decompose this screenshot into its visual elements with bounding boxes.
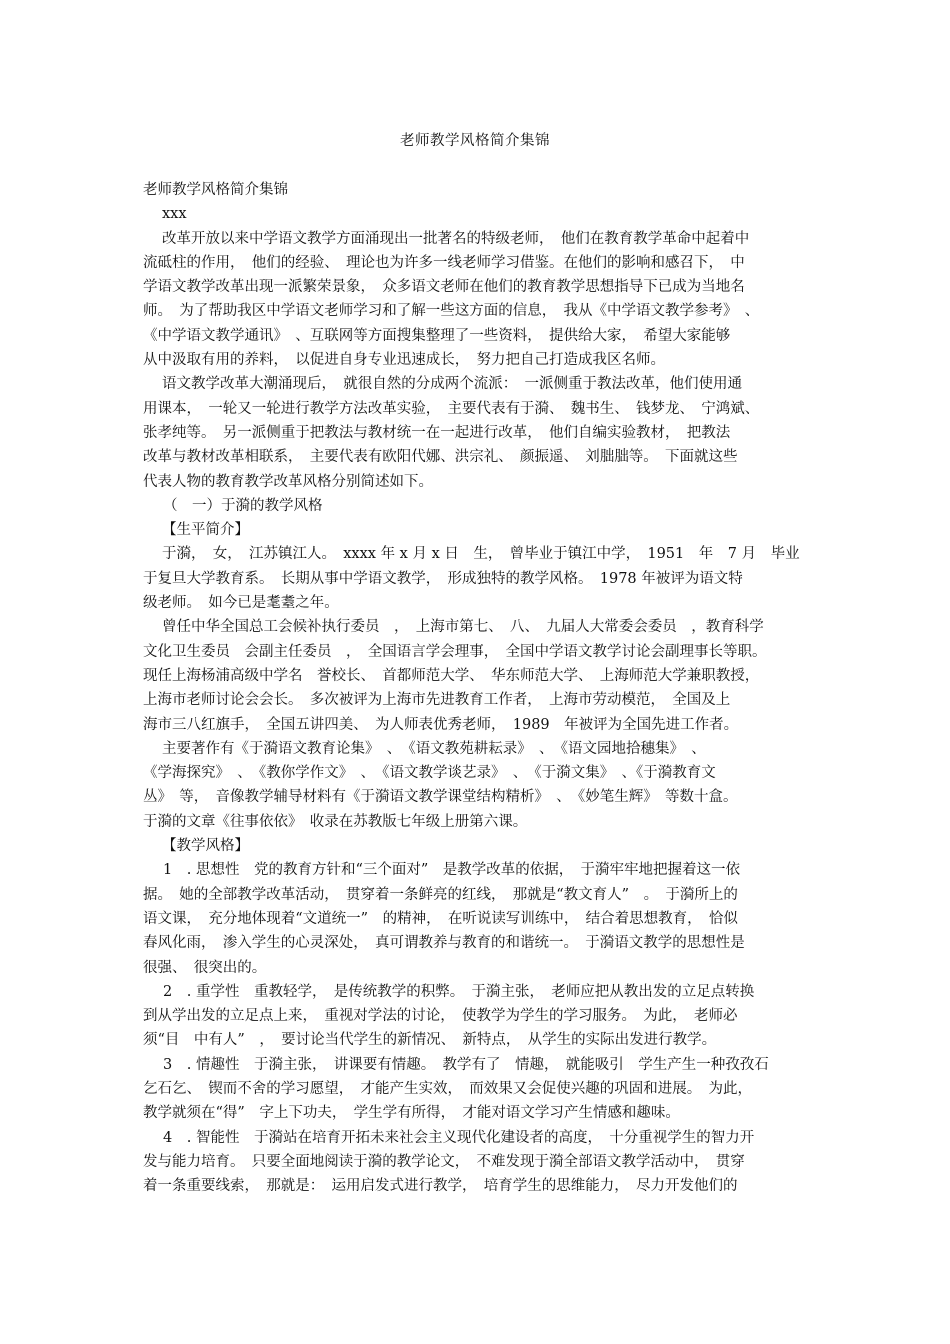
body-line: 现任上海杨浦高级中学名 誉校长、 首都师范大学、 华东师范大学、 上海师范大学兼职教授，	[143, 667, 760, 684]
body-line: 3 . 情趣性 于漪主张， 讲课要有情趣。 教学有了 情趣， 就能吸引 学生产生一种孜孜石	[163, 1056, 769, 1073]
body-line: 语文课， 充分地体现着“文道统一” 的精神， 在听说读写训练中， 结合着思想教育， 恰似	[143, 910, 738, 927]
body-line: 发与能力培育。 只要全面地阅读于漪的教学论文， 不难发现于漪全部语文教学活动中， 贯穿	[143, 1153, 745, 1170]
body-line: 流砥柱的作用， 他们的经验、 理论也为许多一线老师学习借鉴。在他们的影响和感召下， 中	[143, 254, 745, 271]
body-line: 改革与教材改革相联系， 主要代表有欧阳代娜、洪宗礼、 颜振遥、 刘朏朏等。 下面就这些	[143, 449, 738, 466]
body-line: 改革开放以来中学语文教学方面涌现出一批著名的特级老师， 他们在教育教学革命中起着中	[162, 230, 750, 247]
body-line: 从中汲取有用的养料， 以促进自身专业迅速成长， 努力把自己打造成我区名师。	[143, 352, 665, 369]
body-line: 语文教学改革大潮涌现后， 就很自然的分成两个流派： 一派侧重于教法改革，他们使用通	[162, 376, 742, 393]
body-line: 教学就须在“得” 字上下功夫， 学生学有所得， 才能对语文学习产生情感和趣味。	[143, 1105, 680, 1122]
body-line: 2 . 重学性 重教轻学， 是传统教学的积弊。 于漪主张， 老师应把从教出发的立足点转换	[163, 983, 755, 1000]
body-line: 1 . 思想性 党的教育方针和“三个面对” 是教学改革的依据， 于漪牢牢地把握着这一依	[163, 862, 741, 879]
body-line: 须“目 中有人” ， 要讨论当代学生的新情况、 新特点， 从学生的实际出发进行教学。	[143, 1032, 717, 1049]
body-line: 据。 她的全部教学改革活动， 贯穿着一条鲜亮的红线， 那就是“教文育人” 。 于漪所上的	[143, 886, 738, 903]
body-line: 用课本， 一轮又一轮进行教学方法改革实验， 主要代表有于漪、 魏书生、 钱梦龙、 宁鸿斌、	[143, 400, 760, 417]
body-line: 于漪的文章《往事依依》 收录在苏教版七年级上册第六课。	[143, 813, 528, 830]
body-line: 着一条重要线索， 那就是： 运用启发式进行教学， 培育学生的思维能力， 尽力开发他们的	[143, 1178, 738, 1195]
body-line: 学语文教学改革出现一派繁荣景象， 众多语文老师在他们的教育教学思想指导下已成为当地名	[143, 279, 745, 296]
body-line: 乞石乞、 锲而不舍的学习愿望， 才能产生实效， 而效果又会促使兴趣的巩固和进展。 为此，	[143, 1080, 752, 1097]
body-line: 上海市老师讨论会会长。 多次被评为上海市先进教育工作者， 上海市劳动模范， 全国及上	[143, 692, 731, 709]
body-line: 到从学出发的立足点上来， 重视对学法的讨论， 使教学为学生的学习服务。 为此， 老师必	[143, 1008, 738, 1025]
body-line: 文化卫生委员 会副主任委员 ， 全国语言学会理事， 全国中学语文教学讨论会副理事长等职。	[143, 643, 767, 660]
body-line: 主要著作有《于漪语文教育论集》 、 《语文教苑耕耘录》 、 《语文园地拾穗集》 、	[162, 740, 706, 757]
body-line: 丛》 等， 音像教学辅导材料有《于漪语文教学课堂结构精析》 、 《妙笔生辉》 等数十盒。	[143, 789, 738, 806]
body-line: 4 . 智能性 于漪站在培育开拓未来社会主义现代化建设者的高度， 十分重视学生的智力开	[163, 1129, 755, 1146]
body-line: 海市三八红旗手， 全国五讲四美、 为人师表优秀老师， 1989 年被评为全国先进工作者。	[143, 716, 739, 733]
body-line: 老师教学风格简介集锦	[143, 182, 288, 198]
body-line: 春风化雨， 渗入学生的心灵深处， 真可谓教养与教育的和谐统一。 于漪语文教学的思想性是	[143, 935, 745, 952]
body-line: （ 一）于漪的教学风格	[163, 497, 323, 514]
body-line: 【生平简介】	[162, 522, 249, 539]
body-line: 很强、 很突出的。	[143, 959, 267, 976]
document-body	[143, 178, 823, 1198]
body-line: xxx	[162, 206, 187, 223]
body-line: 师。 为了帮助我区中学语文老师学习和了解一些这方面的信息， 我从《中学语文教学参考》 、	[143, 303, 760, 320]
document-title: 老师教学风格简介集锦	[400, 133, 550, 149]
body-line: 级老师。 如今已是耄耋之年。	[143, 595, 339, 612]
body-line: 张孝纯等。 另一派侧重于把教法与教材统一在一起进行改革， 他们自编实验教材， 把教法	[143, 424, 731, 441]
body-line: 于漪， 女， 江苏镇江人。 xxxx 年 x 月 x 日 生， 曾毕业于镇江中学， 1951 年 7 月 毕业	[162, 546, 800, 563]
body-line: 《学海探究》 、 《教你学作文》 、 《语文教学谈艺录》 、 《于漪文集》 、《于漪教育文	[143, 765, 716, 782]
body-line: 《中学语文教学通讯》 、互联网等方面搜集整理了一些资料， 提供给大家， 希望大家能够	[143, 327, 731, 344]
body-line: 于复旦大学教育系。 长期从事中学语文教学， 形成独特的教学风格。 1978 年被评为语文特	[143, 570, 743, 587]
body-line: 代表人物的教育教学改革风格分别简述如下。	[143, 473, 433, 490]
body-line: 【教学风格】	[162, 838, 249, 855]
body-line: 曾任中华全国总工会候补执行委员 ， 上海市第七、 八、 九届人大常委会委员 ，教育科学	[162, 619, 764, 636]
